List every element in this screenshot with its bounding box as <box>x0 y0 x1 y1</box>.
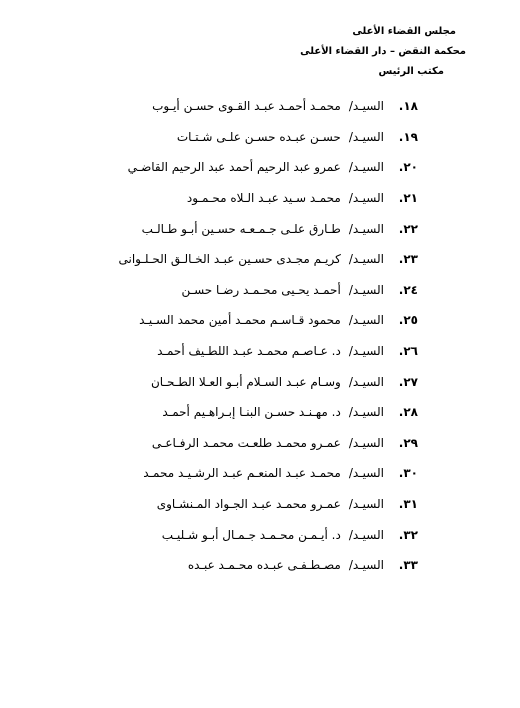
item-number: ٣١. <box>398 497 418 512</box>
item-title: السيـد/ <box>348 282 384 297</box>
item-number: ٢٠. <box>398 160 418 175</box>
item-name: محمـد عبـد المنعـم عبـد الرشـيـد محمـد <box>143 466 341 481</box>
item-title: السيـد/ <box>348 129 384 144</box>
list-item <box>78 244 418 275</box>
list-item <box>78 275 418 306</box>
item-name: محمود قـاسـم محمـد أمين محمد السـيـد <box>139 313 341 328</box>
list-item <box>78 519 418 550</box>
court-name: محكمة النقض – دار القضاء الأعلى <box>300 46 466 57</box>
list-item <box>78 428 418 459</box>
item-name: د. عـاصـم محمـد عبـد اللطـيف أحمـد <box>157 344 341 359</box>
item-name: عمـرو محمـد عبـد الجـواد المـنشـاوى <box>156 497 341 512</box>
letterhead <box>146 22 466 82</box>
list-item <box>78 336 418 367</box>
item-name: عمـرو محمـد طلعـت محمـد الرفـاعـى <box>151 435 341 450</box>
list-item <box>78 183 418 214</box>
item-number: ٢٩. <box>398 435 418 450</box>
council-name: مجلس القضاء الأعلى <box>352 26 456 37</box>
item-title: السيـد/ <box>348 99 384 114</box>
item-title: السيـد/ <box>348 558 384 573</box>
item-number: ٢٤. <box>398 282 418 297</box>
names-list <box>78 91 418 581</box>
list-item <box>78 152 418 183</box>
item-name: عمرو عبد الرحيم أحمد عبد الرحيم القاضـي <box>127 160 341 175</box>
item-title: السيـد/ <box>348 497 384 512</box>
office-name: مكتب الرئيس <box>378 66 444 77</box>
item-title: السيـد/ <box>348 374 384 389</box>
item-number: ٢٥. <box>398 313 418 328</box>
item-title: السيـد/ <box>348 405 384 420</box>
item-number: ٣٣. <box>398 558 418 573</box>
item-name: د. مهـنـد حسـن البنـا إبـراهـيم أحمـد <box>162 405 341 420</box>
item-name: د. أيـمـن محـمـد جـمـال أبـو شـليـب <box>161 527 341 542</box>
item-title: السيـد/ <box>348 191 384 206</box>
list-item <box>78 366 418 397</box>
item-name: كريـم مجـدى حسـين عبـد الخـالـق الحـلـوانى <box>118 252 341 267</box>
item-name: محمـد أحمـد عبـد القـوى حسـن أيـوب <box>152 99 341 114</box>
item-name: حسـن عبـده حسـن علـى شـتـات <box>176 129 341 144</box>
item-number: ١٩. <box>398 129 418 144</box>
item-title: السيـد/ <box>348 160 384 175</box>
list-item <box>78 122 418 153</box>
item-title: السيـد/ <box>348 435 384 450</box>
item-number: ٣٠. <box>398 466 418 481</box>
item-title: السيـد/ <box>348 313 384 328</box>
list-item <box>78 305 418 336</box>
list-item <box>78 489 418 520</box>
item-name: طـارق علـى جـمـعـه حسـين أبـو طـالـب <box>141 221 341 236</box>
item-number: ١٨. <box>398 99 418 114</box>
item-title: السيـد/ <box>348 221 384 236</box>
item-number: ٢٢. <box>398 221 418 236</box>
item-number: ٢٣. <box>398 252 418 267</box>
list-item <box>78 91 418 122</box>
item-number: ٢٨. <box>398 405 418 420</box>
item-name: مصـطـفـى عبـده محـمـد عبـده <box>187 558 341 573</box>
list-item <box>78 550 418 581</box>
list-item <box>78 458 418 489</box>
item-name: وسـام عبـد السـلام أبـو العـلا الطـحـان <box>150 374 341 389</box>
item-title: السيـد/ <box>348 527 384 542</box>
list-item <box>78 397 418 428</box>
list-item <box>78 213 418 244</box>
item-title: السيـد/ <box>348 466 384 481</box>
item-name: محمـد سـيد عبـد الـلاه محـمـود <box>186 191 341 206</box>
item-number: ٢٧. <box>398 374 418 389</box>
item-title: السيـد/ <box>348 344 384 359</box>
item-number: ٢٦. <box>398 344 418 359</box>
item-title: السيـد/ <box>348 252 384 267</box>
item-number: ٢١. <box>398 191 418 206</box>
item-name: أحمـد يحـيى محـمـد رضـا حسـن <box>181 282 341 297</box>
item-number: ٣٢. <box>398 527 418 542</box>
